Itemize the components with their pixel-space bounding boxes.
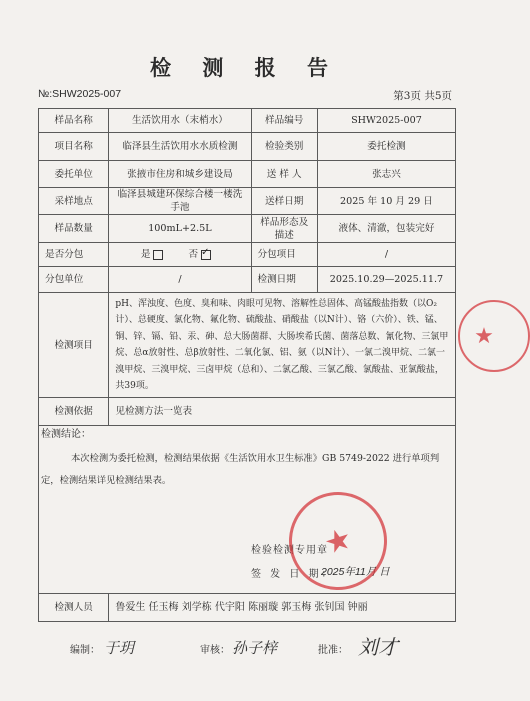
basis-label: 检测依据 [39, 398, 109, 426]
report-table [38, 108, 456, 622]
client-label: 委托单位 [39, 161, 109, 188]
personnel-label: 检测人员 [39, 594, 109, 622]
conclusion-section [39, 426, 456, 594]
project-label: 项目名称 [39, 133, 109, 161]
test-date-label: 检测日期 [251, 267, 317, 293]
issue-date-label: 签 发 日 期： [251, 569, 335, 581]
side-stamp-star-icon: ★ [474, 323, 494, 349]
subcontract-no-label: 否 [188, 249, 199, 260]
editor-signature: 于玥 [104, 639, 135, 657]
sample-no-label: 样品编号 [251, 109, 317, 133]
conclusion-text: 本次检测为委托检测，检测结果依据《生活饮用水卫生标准》GB 5749-2022 进行单项判定，检测结果详见检测结果表。 [41, 453, 440, 487]
reviewer-signature: 孙子梓 [232, 639, 278, 657]
subcontract-label: 是否分包 [39, 243, 109, 267]
stamp-star-icon: ★ [319, 520, 357, 563]
editor-label: 编制： [70, 645, 100, 656]
page-info: 第3页 共5页 [393, 90, 452, 102]
conclusion-title: 检测结论： [41, 429, 91, 441]
issue-date-value: 2025年11月 日 [321, 566, 390, 579]
project: 临泽县生活饮用水水质检测 [109, 133, 251, 161]
sub-unit: / [109, 267, 251, 293]
subcontract-choice [109, 243, 251, 267]
personnel-names: 鲁爱生 任玉梅 刘学栋 代宇阳 陈丽璇 郭玉梅 张钊国 钟丽 [109, 594, 456, 622]
sub-item: / [317, 243, 455, 267]
test-type: 委托检测 [317, 133, 455, 161]
sample-name: 生活饮用水（末梢水） [109, 109, 251, 133]
sample-no: SHW2025-007 [317, 109, 455, 133]
reviewer-label: 审核： [200, 645, 230, 656]
report-title: 检 测 报 告 [150, 55, 340, 80]
basis: 见检测方法一览表 [109, 398, 456, 426]
report-number: №:SHW2025-007 [38, 88, 122, 100]
test-date: 2025.10.29—2025.11.7 [317, 267, 455, 293]
subcontract-no-checkbox[interactable] [201, 250, 211, 260]
items-label: 检测项目 [39, 293, 109, 398]
quantity: 100mL+2.5L [109, 215, 251, 243]
test-type-label: 检验类别 [251, 133, 317, 161]
sampling-site: 临泽县城建环保综合楼一楼洗手池 [109, 188, 251, 215]
send-date-label: 送样日期 [251, 188, 317, 215]
sub-item-label: 分包项目 [251, 243, 317, 267]
sender: 张志兴 [317, 161, 455, 188]
seal-label: 检验检测专用章 [251, 545, 328, 557]
approver-signature: 刘才 [358, 635, 398, 659]
sampling-site-label: 采样地点 [39, 188, 109, 215]
approver-label: 批准： [318, 645, 348, 656]
send-date: 2025 年 10 月 29 日 [317, 188, 455, 215]
company-stamp [276, 480, 399, 603]
sample-desc-label: 样品形态及描述 [251, 215, 317, 243]
subcontract-yes-label: 是 [140, 249, 151, 260]
sub-unit-label: 分包单位 [39, 267, 109, 293]
sender-label: 送 样 人 [251, 161, 317, 188]
quantity-label: 样品数量 [39, 215, 109, 243]
sample-desc: 液体、清澈，包装完好 [317, 215, 455, 243]
items-list: pH、浑浊度、色度、臭和味、肉眼可见物、溶解性总固体、高锰酸盐指数（以O₂计）、总硬度、氯化物、氟化物、硫酸盐、硝酸盐（以N计）、铬（六价）、铁、锰、铜、锌、镉、铅、汞、砷、总大肠菌群、大肠埃希氏菌、菌落总数、氰化物、三氯甲烷、总α放射性、总β放射性、二氧化氯、铝、氨（以N计）、一氯二溴甲烷、二氯一溴甲烷、三溴甲烷、三卤甲烷（总和）、二氯乙酸、三氯乙酸、氯酸盐、亚氯酸盐，共39项。 [109, 293, 456, 398]
subcontract-yes-checkbox[interactable] [153, 250, 163, 260]
sample-name-label: 样品名称 [39, 109, 109, 133]
side-stamp [458, 300, 530, 372]
client: 张掖市住房和城乡建设局 [109, 161, 251, 188]
